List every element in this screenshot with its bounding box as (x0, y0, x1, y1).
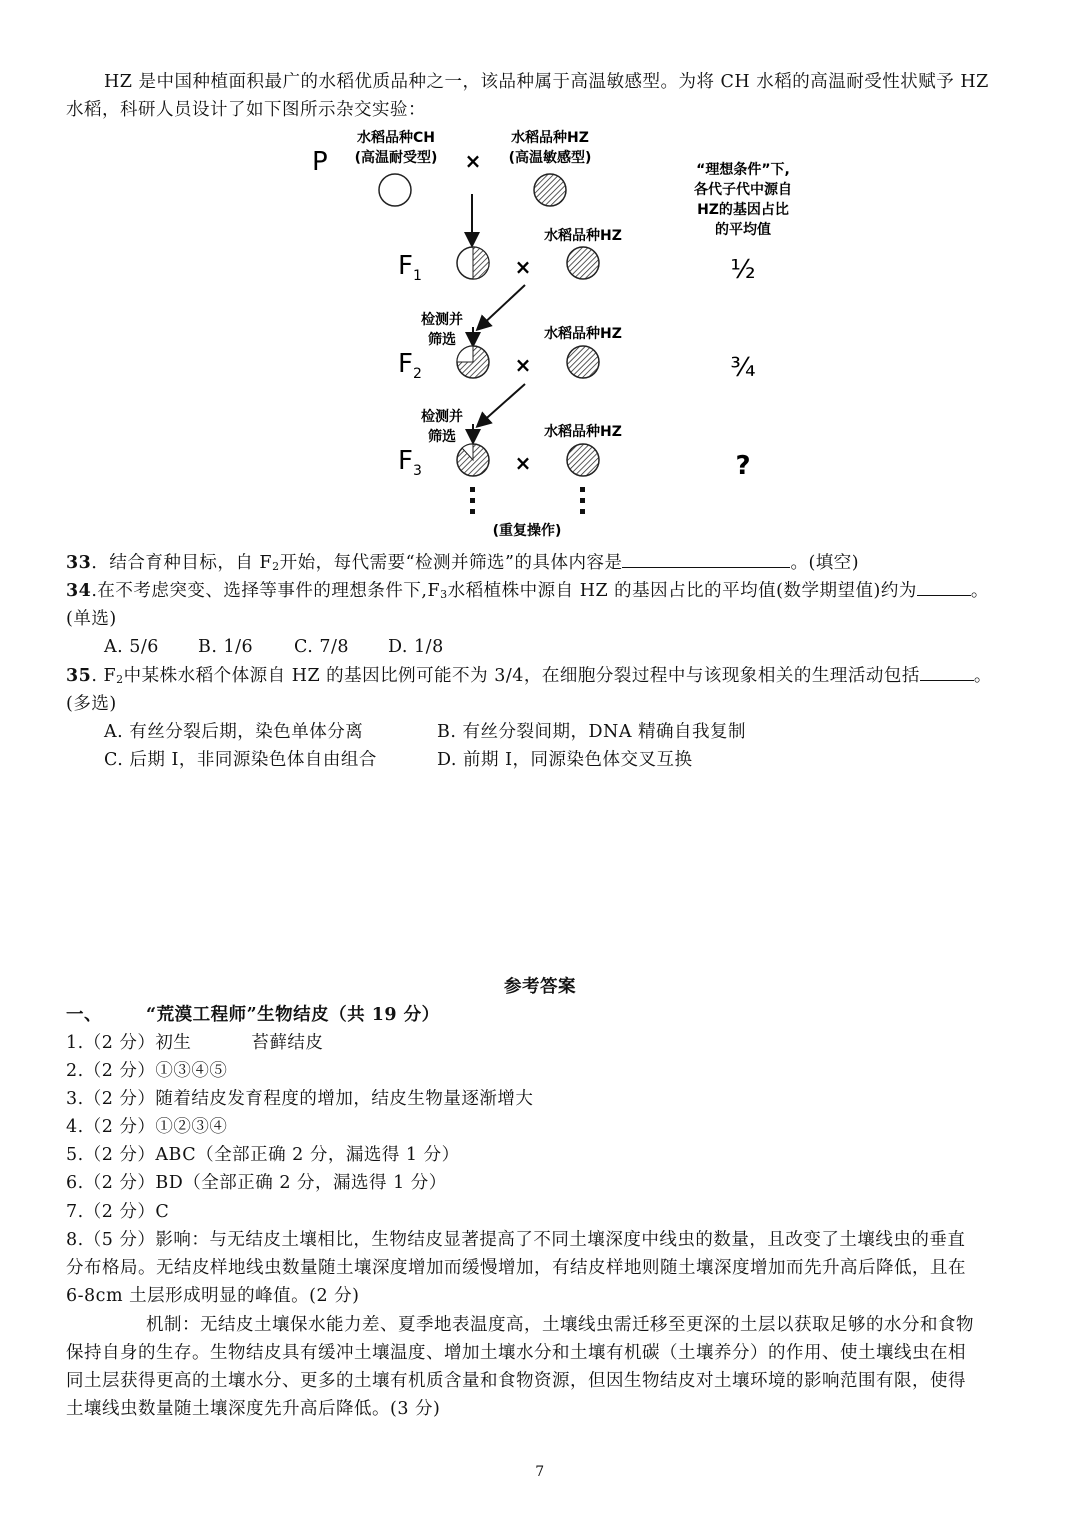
ideal-header-4: 的平均值 (715, 222, 771, 238)
question-33: 33．结合育种目标，自 $F_2$开始，每代需要“检测并筛选”的具体内容是 。(填空) (66, 549, 859, 581)
hz-name-f1: 水稻品种HZ (544, 228, 622, 244)
ratio-f2: ¾ (730, 353, 756, 383)
answer-blank-33[interactable] (622, 549, 790, 568)
arrow-f2 (480, 384, 525, 424)
question-35: 35. $F_2$中某株水稻个体源自 HZ 的基因比例可能不为 3/4，在细胞分裂过程中与该现象相关的生理活动包括 。 (66, 662, 992, 694)
screen-label-1b: 筛选 (428, 332, 456, 348)
answer-8-line-5: 保持自身的生存。生物结皮具有缓冲土壤温度、增加土壤水分和土壤有机碳（土壤养分）的作用、使土壤线虫在相 (66, 1343, 966, 1363)
answer-8-line-4: 机制：无结皮土壤保水能力差、夏季地表温度高，土壤线虫需迁移至更深的土层以获取足够的水分和食物 (146, 1315, 974, 1335)
answer-4: 4.（2 分）①②③④ (66, 1117, 228, 1137)
intro-line-1: HZ 是中国种植面积最广的水稻优质品种之一，该品种属于高温敏感型。为将 CH 水稻的高温耐受性状赋予 HZ (104, 72, 989, 92)
ch-type: (高温耐受型) (354, 150, 438, 166)
answer-8-line-3: 6-8cm 土层形成明显的峰值。(2 分) (66, 1286, 360, 1306)
f1-label: $F_1$ (398, 251, 422, 284)
q35-type: (多选) (66, 694, 117, 714)
answer-8-line-2: 分布格局。无结皮样地线虫数量随土壤深度增加而缓慢增加，有结皮样地则随土壤深度增加而先升高后降低，且在 (66, 1258, 966, 1278)
q34-option-c: C. 7/8 (294, 637, 350, 657)
ideal-header-1: “理想条件”下, (696, 162, 790, 178)
ideal-header-2: 各代子代中源自 (694, 182, 792, 198)
cross-symbol-f2: × (514, 353, 532, 377)
intro-line-2: 水稻，科研人员设计了如下图所示杂交实验： (66, 100, 426, 120)
ratio-f1: ½ (730, 255, 756, 285)
answer-8-line-7: 土壤线虫数量随土壤深度先升高后降低。(3 分) (66, 1399, 441, 1419)
hz-type: (高温敏感型) (508, 150, 592, 166)
q35-option-a: A. 有丝分裂后期，染色单体分离 (104, 722, 364, 742)
q35-option-d: D. 前期 I，同源染色体交叉互换 (437, 750, 693, 770)
answer-1: 1.（2 分）初生 苔藓结皮 (66, 1033, 324, 1053)
p-label: P (312, 147, 328, 177)
answer-7: 7.（2 分）C (66, 1202, 170, 1222)
hz-circle-f2 (567, 346, 599, 378)
section-title: “荒漠工程师”生物结皮（共 19 分） (146, 1005, 440, 1025)
f2-label: $F_2$ (398, 349, 422, 382)
hz-name: 水稻品种HZ (511, 130, 589, 146)
section-number: 一、 (66, 1005, 102, 1025)
q35-option-b: B. 有丝分裂间期，DNA 精确自我复制 (437, 722, 747, 742)
arrow-f1 (480, 285, 525, 327)
hz-circle-f3 (567, 444, 599, 476)
answer-8-line-6: 同土层获得更高的土壤水分、更多的土壤有机质含量和食物资源，但因生物结皮对土壤环境的影响范围有限，使得 (66, 1371, 966, 1391)
q34-option-a: A. 5/6 (104, 637, 159, 657)
ratio-f3: ? (735, 451, 751, 481)
repeat-dots (470, 487, 585, 514)
answer-5: 5.（2 分）ABC（全部正确 2 分，漏选得 1 分） (66, 1145, 460, 1165)
answer-2: 2.（2 分）①③④⑤ (66, 1061, 228, 1081)
q34-option-d: D. 1/8 (388, 637, 444, 657)
screen-label-1a: 检测并 (421, 312, 463, 328)
cross-symbol-p: × (464, 149, 482, 173)
ideal-header-3: HZ的基因占比 (697, 202, 789, 218)
repeat-label: (重复操作) (492, 523, 562, 539)
hz-circle (534, 174, 566, 206)
ch-name: 水稻品种CH (357, 130, 435, 146)
answers-title: 参考答案 (504, 977, 576, 997)
question-34: 34.在不考虑突变、选择等事件的理想条件下$,F_3$水稻植株中源自 HZ 的基因占比的平均值(数学期望值)约为 。 (66, 577, 989, 609)
screen-label-2b: 筛选 (428, 429, 456, 445)
answer-3: 3.（2 分）随着结皮发育程度的增加，结皮生物量逐渐增大 (66, 1089, 534, 1109)
answer-blank-35[interactable] (920, 662, 974, 681)
hz-name-f2: 水稻品种HZ (544, 326, 622, 342)
f3-label: $F_3$ (398, 446, 422, 479)
answer-6: 6.（2 分）BD（全部正确 2 分，漏选得 1 分） (66, 1173, 447, 1193)
cross-symbol-f3: × (514, 451, 532, 475)
ch-circle (379, 174, 411, 206)
answer-blank-34[interactable] (917, 577, 971, 596)
hz-circle-f1 (567, 247, 599, 279)
hybridization-diagram (300, 122, 820, 542)
page-number: 7 (535, 1464, 545, 1480)
screen-label-2a: 检测并 (421, 409, 463, 425)
hz-name-f3: 水稻品种HZ (544, 424, 622, 440)
q35-option-c: C. 后期 I，非同源染色体自由组合 (104, 750, 377, 770)
cross-symbol-f1: × (514, 255, 532, 279)
answer-8-line-1: 8.（5 分）影响：与无结皮土壤相比，生物结皮显著提高了不同土壤深度中线虫的数量，且改变了土壤线虫的垂直 (66, 1230, 966, 1250)
q34-option-b: B. 1/6 (198, 637, 254, 657)
q34-type: (单选) (66, 609, 117, 629)
